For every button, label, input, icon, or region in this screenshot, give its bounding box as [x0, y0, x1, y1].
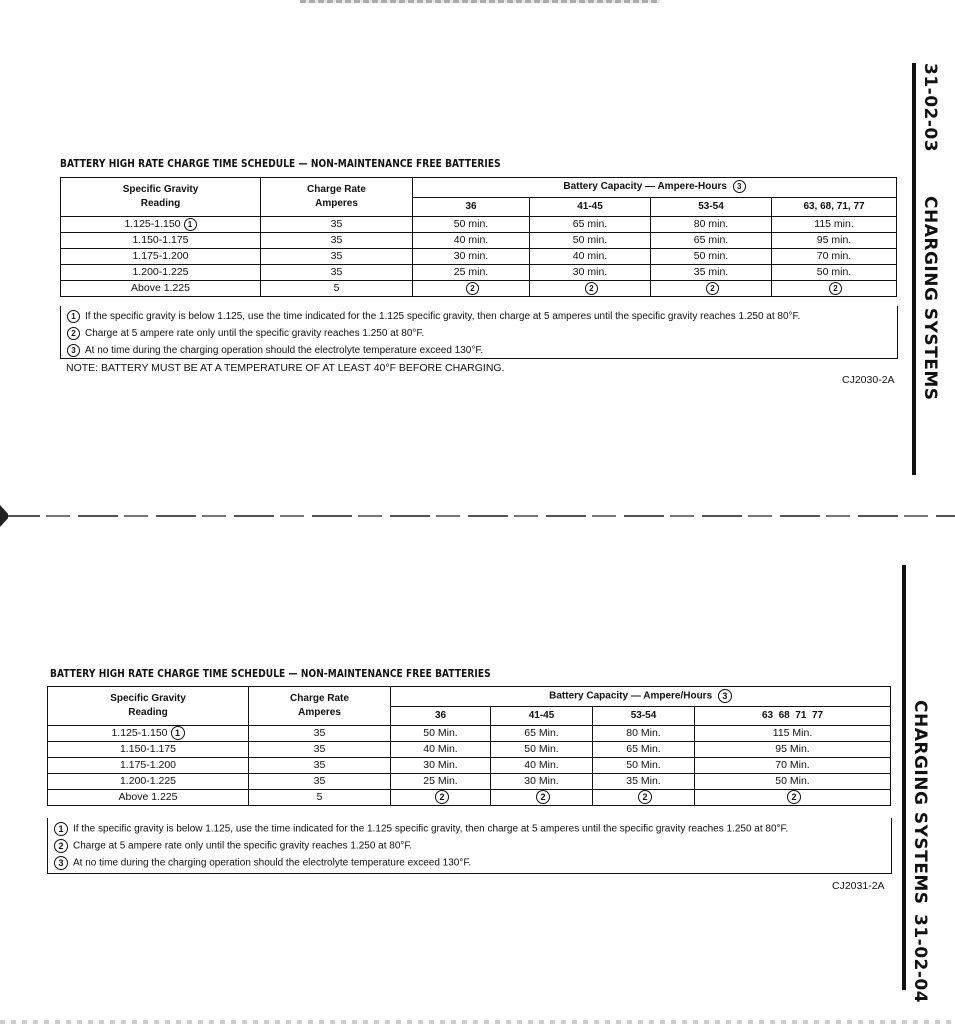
header-charge-rate-label: Charge Rate: [307, 184, 366, 195]
footnote-2-marker: 2: [466, 282, 479, 295]
rate-cell: 5: [249, 790, 391, 806]
time-cell: 50 Min.: [593, 758, 695, 774]
footnote-3: [67, 344, 483, 357]
header-charge-rate: [249, 687, 391, 726]
col-53-54: 53-54: [593, 706, 695, 725]
time-cell: 30 min.: [413, 249, 530, 265]
gravity-cell: 1.175-1.200: [48, 758, 249, 774]
time-cell: 35 min.: [651, 265, 772, 281]
time-cell: 25 Min.: [391, 774, 491, 790]
footnotes-box: [47, 818, 892, 874]
time-cell: 50 Min.: [695, 774, 891, 790]
table-row: [61, 265, 897, 281]
col-36: 36: [391, 706, 491, 725]
time-cell: [593, 790, 695, 806]
page-31-02-04: [0, 520, 955, 1024]
side-rule: [902, 565, 906, 990]
header-charge-rate: [261, 178, 413, 217]
side-rule: [912, 63, 916, 475]
table-row: [48, 742, 891, 758]
footnote-number: 1: [67, 310, 80, 323]
header-gravity-label: Specific Gravity: [110, 693, 186, 704]
time-cell: 65 min.: [530, 217, 651, 233]
time-cell: 80 min.: [651, 217, 772, 233]
rate-cell: 35: [249, 742, 391, 758]
gravity-cell: 1.175-1.200: [61, 249, 261, 265]
footnote-text: Charge at 5 ampere rate only until the specific gravity reaches 1.250 at 80°F.: [73, 840, 413, 852]
time-cell: 40 min.: [413, 233, 530, 249]
time-cell: 115 Min.: [695, 726, 891, 742]
header-amperes-label: Amperes: [315, 198, 358, 209]
footnote-number: 1: [54, 822, 68, 836]
charge-time-table: [60, 177, 897, 297]
header-amperes-label: Amperes: [298, 707, 341, 718]
header-specific-gravity: [61, 178, 261, 217]
temperature-note: NOTE: BATTERY MUST BE AT A TEMPERATURE OF AT LEAST 40°F BEFORE CHARGING.: [66, 362, 505, 374]
rate-cell: 35: [261, 233, 413, 249]
footnote-3-marker: 3: [718, 689, 732, 703]
header-specific-gravity: [48, 687, 249, 726]
rate-cell: 35: [261, 217, 413, 233]
table-row: [61, 281, 897, 297]
footnote-number: 2: [54, 839, 68, 853]
scan-artifact-bottom: [0, 1020, 955, 1024]
time-cell: 70 min.: [772, 249, 897, 265]
time-cell: 50 Min.: [391, 726, 491, 742]
footnote-1-marker: 1: [171, 726, 185, 740]
time-cell: [772, 281, 897, 297]
rate-cell: 35: [261, 249, 413, 265]
table-row: [61, 217, 897, 233]
gravity-cell: 1.200-1.225: [61, 265, 261, 281]
table-header-row: [48, 687, 891, 707]
time-cell: 30 Min.: [391, 758, 491, 774]
time-cell: 95 Min.: [695, 742, 891, 758]
charge-time-table: [47, 686, 891, 806]
col-63-77: 63, 68, 71, 77: [772, 197, 897, 216]
header-reading-label: Reading: [140, 198, 181, 209]
figure-code: CJ2031-2A: [832, 880, 885, 892]
time-cell: 50 min.: [772, 265, 897, 281]
gravity-cell: Above 1.225: [48, 790, 249, 806]
header-charge-rate-label: Charge Rate: [290, 693, 349, 704]
footnote-number: 3: [54, 856, 68, 870]
time-cell: [413, 281, 530, 297]
footnote-number: 2: [67, 327, 80, 340]
time-cell: 50 min.: [530, 233, 651, 249]
col-41-45: 41-45: [530, 197, 651, 216]
time-cell: 95 min.: [772, 233, 897, 249]
col-36: 36: [413, 197, 530, 216]
time-cell: 30 Min.: [491, 774, 593, 790]
time-cell: 65 min.: [651, 233, 772, 249]
schedule-title: BATTERY HIGH RATE CHARGE TIME SCHEDULE — NON-MAINTENANCE FREE BATTERIES: [60, 158, 501, 170]
col-53-54: 53-54: [651, 197, 772, 216]
schedule-title: BATTERY HIGH RATE CHARGE TIME SCHEDULE — NON-MAINTENANCE FREE BATTERIES: [50, 668, 491, 680]
time-cell: 40 Min.: [491, 758, 593, 774]
time-cell: [695, 790, 891, 806]
footnote-text: At no time during the charging operation should the electrolyte temperature exceed 130°F.: [85, 345, 484, 357]
gravity-cell: [61, 217, 261, 233]
footnote-text: At no time during the charging operation should the electrolyte temperature exceed 130°F.: [73, 857, 472, 869]
footnote-1: [67, 310, 800, 323]
footnote-3-marker: 3: [733, 180, 746, 193]
time-cell: 65 Min.: [491, 726, 593, 742]
page-number: 31-02-04: [910, 914, 930, 1004]
footnote-2-marker: 2: [787, 790, 801, 804]
gravity-cell: 1.200-1.225: [48, 774, 249, 790]
table-row: [61, 233, 897, 249]
page-fold-divider: [0, 515, 955, 517]
time-cell: 65 Min.: [593, 742, 695, 758]
rate-cell: 35: [261, 265, 413, 281]
time-cell: 50 Min.: [491, 742, 593, 758]
footnote-2-marker: 2: [435, 790, 449, 804]
header-capacity-label: Battery Capacity — Ampere/Hours: [549, 690, 713, 702]
page-number: 31-02-03: [920, 63, 940, 153]
time-cell: [651, 281, 772, 297]
time-cell: [491, 790, 593, 806]
footnote-3: [54, 856, 471, 870]
header-capacity-label: Battery Capacity — Ampere-Hours: [563, 181, 727, 193]
table-row: [48, 790, 891, 806]
gravity-cell: 1.150-1.175: [48, 742, 249, 758]
gravity-cell: Above 1.225: [61, 281, 261, 297]
header-gravity-label: Specific Gravity: [122, 184, 199, 195]
time-cell: 70 Min.: [695, 758, 891, 774]
time-cell: 25 min.: [413, 265, 530, 281]
time-cell: 40 Min.: [391, 742, 491, 758]
table-header-row: [61, 178, 897, 198]
footnote-2-marker: 2: [829, 282, 842, 295]
col-41-45: 41-45: [491, 706, 593, 725]
time-cell: 50 min.: [413, 217, 530, 233]
gravity-value: 1.125-1.150: [111, 727, 168, 739]
table-row: [48, 774, 891, 790]
header-battery-capacity: [413, 178, 897, 198]
footnote-2-marker: 2: [638, 790, 652, 804]
gravity-cell: 1.150-1.175: [61, 233, 261, 249]
time-cell: 80 Min.: [593, 726, 695, 742]
rate-cell: 35: [249, 774, 391, 790]
rate-cell: 35: [249, 758, 391, 774]
rate-cell: 5: [261, 281, 413, 297]
figure-code: CJ2030-2A: [842, 374, 895, 386]
footnote-2: [67, 327, 424, 340]
time-cell: 30 min.: [530, 265, 651, 281]
table-row: [48, 758, 891, 774]
gravity-cell: [48, 726, 249, 742]
footnote-2: [54, 839, 412, 853]
footnote-text: Charge at 5 ampere rate only until the specific gravity reaches 1.250 at 80°F.: [85, 328, 425, 340]
time-cell: [530, 281, 651, 297]
time-cell: [391, 790, 491, 806]
header-battery-capacity: [391, 687, 891, 707]
gravity-value: 1.125-1.150: [124, 218, 181, 230]
footnote-1: [54, 822, 788, 836]
col-63-77: 63 68 71 77: [695, 706, 891, 725]
section-title: CHARGING SYSTEMS: [920, 196, 940, 401]
footnote-1-marker: 1: [184, 218, 197, 231]
footnotes-box: [60, 306, 898, 359]
footnote-2-marker: 2: [585, 282, 598, 295]
time-cell: 115 min.: [772, 217, 897, 233]
time-cell: 50 min.: [651, 249, 772, 265]
table-row: [48, 726, 891, 742]
time-cell: 35 Min.: [593, 774, 695, 790]
time-cell: 40 min.: [530, 249, 651, 265]
footnote-2-marker: 2: [706, 282, 719, 295]
section-title: CHARGING SYSTEMS: [910, 700, 930, 905]
table-row: [61, 249, 897, 265]
rate-cell: 35: [249, 726, 391, 742]
header-reading-label: Reading: [128, 707, 168, 718]
footnote-text: If the specific gravity is below 1.125, use the time indicated for the 1.125 specific gravity, then charge at 5 amperes until the specific gravity reaches 1.250 at 80°F.: [73, 823, 789, 835]
footnote-2-marker: 2: [536, 790, 550, 804]
footnote-number: 3: [67, 344, 80, 357]
footnote-text: If the specific gravity is below 1.125, use the time indicated for the 1.125 specific gravity, then charge at 5 amperes until the specific gravity reaches 1.250 at 80°F.: [85, 311, 801, 323]
